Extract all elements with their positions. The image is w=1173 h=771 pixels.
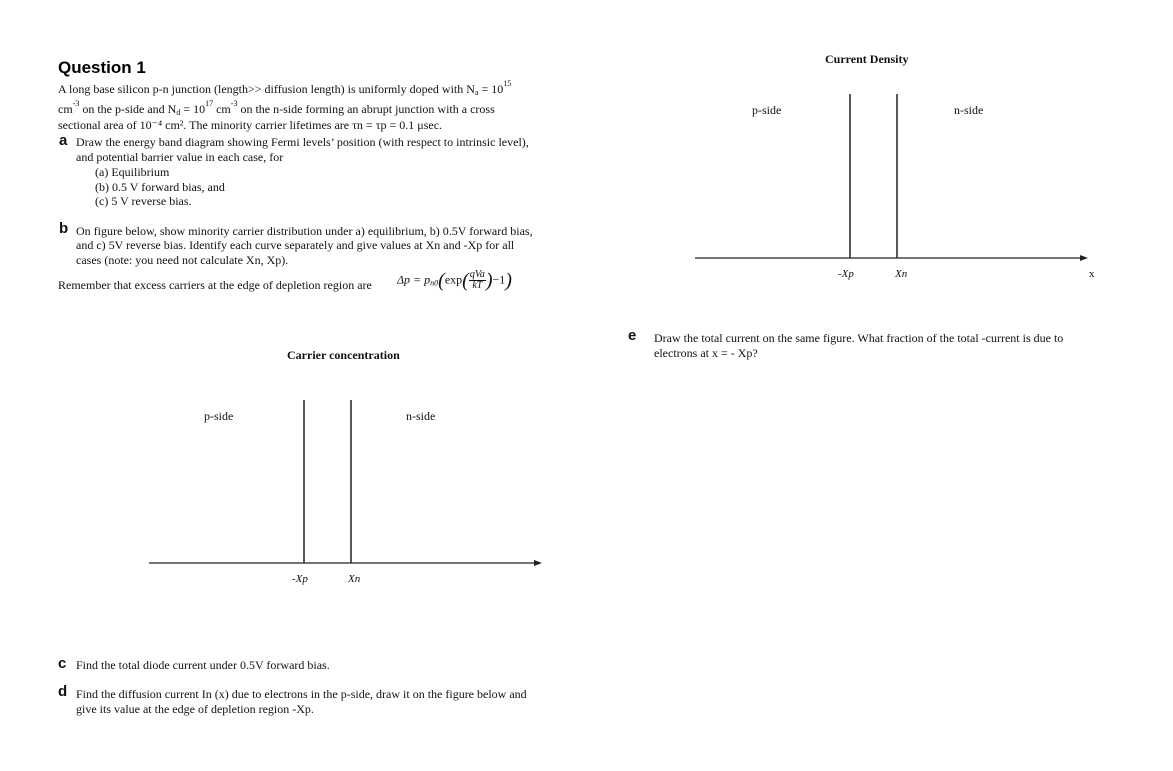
part-b-line-2: and c) 5V reverse bias. Identify each curve separately and give values at Xn and -Xp for all xyxy=(76,238,515,252)
intro-line-1: A long base silicon p-n junction (length>> diffusion length) is uniformly doped with $N_a = 10^{15}$ xyxy=(58,79,512,97)
part-b-line-3: cases (note: you need not calculate Xn, Xp). xyxy=(76,253,289,267)
part-e-line-1: Draw the total current on the same figure. What fraction of the total -current is due to xyxy=(654,331,1064,345)
carrier-x-axis-arrowhead xyxy=(534,560,542,566)
part-d-marker: d xyxy=(58,683,68,700)
intro-line-3: sectional area of 10⁻⁴ cm². The minority carrier lifetimes are τn = τp = 0.1 μsec. xyxy=(58,118,443,132)
part-a-line-1: Draw the energy band diagram showing Fermi levels’ position (with respect to intrinsic level), xyxy=(76,135,529,149)
question-title: Question 1 xyxy=(58,58,146,77)
carrier-tick-xn: Xn xyxy=(348,573,361,585)
current-figure-title: Current Density xyxy=(825,52,909,66)
intro-line-2: $cm^{-3}$ on the p-side and $N_d = 10^{17}$ $cm^{-3}$ on the n-side forming an abrupt junction with a cross xyxy=(58,99,495,117)
carrier-figure-title: Carrier concentration xyxy=(287,348,400,362)
part-e-marker: e xyxy=(628,327,637,344)
part-e-line-2: electrons at x = - Xp? xyxy=(654,346,758,360)
current-n-side-label: n-side xyxy=(954,103,984,117)
part-a-item-2: (b) 0.5 V forward bias, and xyxy=(95,180,225,194)
current-p-side-label: p-side xyxy=(752,103,782,117)
carrier-n-side-label: n-side xyxy=(406,409,436,423)
carrier-p-side-label: p-side xyxy=(204,409,234,423)
part-d-line-1: Find the diffusion current In (x) due to electrons in the p-side, draw it on the figure below and xyxy=(76,687,527,701)
excess-carrier-equation: $\Delta p = p_{n0}(\exp$( $\frac{\text{qVa}}{kT}$ )−1) xyxy=(397,269,512,292)
part-d-line-2: give its value at the edge of depletion region -Xp. xyxy=(76,702,314,716)
part-a-line-2: and potential barrier value in each case, for xyxy=(76,150,284,164)
remember-text: Remember that excess carriers at the edge of depletion region are xyxy=(58,278,372,292)
part-a-marker: a xyxy=(59,132,68,149)
current-tick-xn: Xn xyxy=(895,268,908,280)
current-x-axis-arrowhead xyxy=(1080,255,1088,261)
current-x-axis-label: x xyxy=(1089,268,1095,280)
part-a-item-1: (a) Equilibrium xyxy=(95,165,170,179)
part-c-text: Find the total diode current under 0.5V forward bias. xyxy=(76,658,330,672)
part-a-item-3: (c) 5 V reverse bias. xyxy=(95,194,192,208)
part-b-marker: b xyxy=(59,220,69,237)
carrier-tick-neg-xp: -Xp xyxy=(292,573,308,585)
current-tick-neg-xp: -Xp xyxy=(838,268,854,280)
part-b-line-1: On figure below, show minority carrier distribution under a) equilibrium, b) 0.5V forward bias, xyxy=(76,224,533,238)
part-c-marker: c xyxy=(58,655,67,672)
